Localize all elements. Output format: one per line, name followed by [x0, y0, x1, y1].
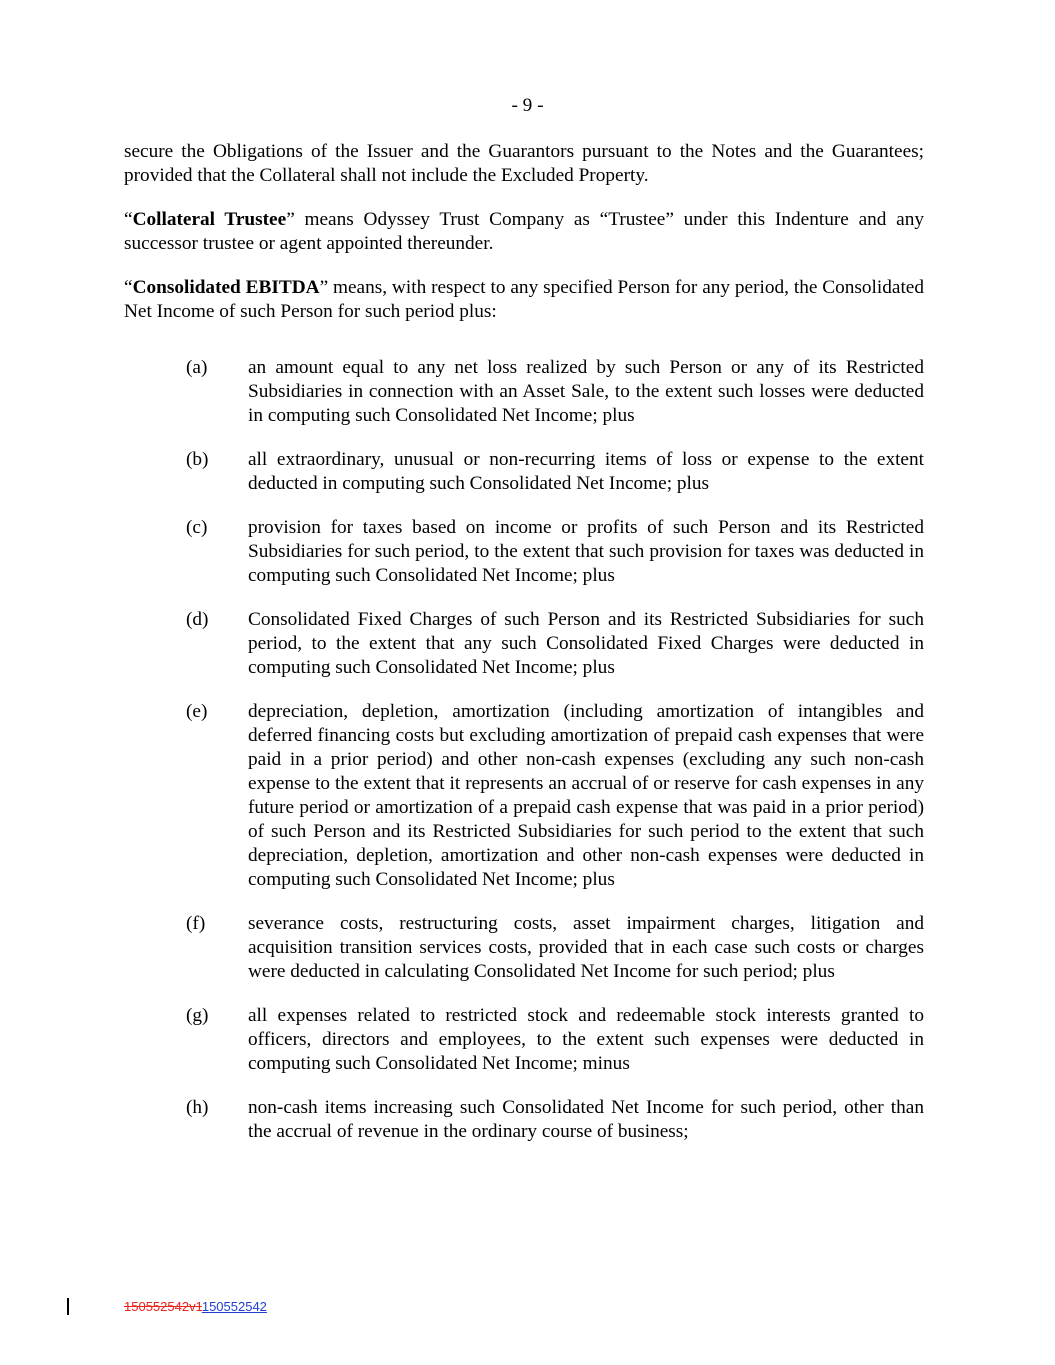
list-item-f	[124, 912, 924, 984]
item-text: non-cash items increasing such Consolidated Net Income for such period, other than the accrual of revenue in the ordinary course of business;	[248, 1097, 924, 1142]
list-item-b	[124, 448, 924, 496]
item-text: severance costs, restructuring costs, asset impairment charges, litigation and acquisition transition services costs, provided that in each case such costs or charges were deducted in calculating Consolidated Net Income for such period; plus	[248, 913, 924, 982]
definition-collateral-trustee	[124, 208, 924, 256]
item-text: depreciation, depletion, amortization (including amortization of intangibles and deferred financing costs but excluding amortization of prepaid cash expenses that were paid in a prior period) and other non-cash expenses (excluding any such non-cash expense to the extent that it represents an accrual of or reserve for cash expenses in any future period or amortization of a prepaid cash expense that was paid in a prior period) of such Person and its Restricted Subsidiaries for such period to the extent that such depreciation, depletion, amortization and other non-cash expenses were deducted in computing such Consolidated Net Income; plus	[248, 701, 924, 890]
paragraph-collateral-continued: secure the Obligations of the Issuer and the Guarantors pursuant to the Notes and the Guarantees; provided that the Collateral shall not include the Excluded Property.	[124, 141, 924, 186]
revision-change-bar	[67, 1298, 69, 1315]
item-label: (d)	[186, 609, 209, 630]
item-label: (f)	[186, 913, 206, 934]
item-text: provision for taxes based on income or profits of such Person and its Restricted Subsidiaries for such period, to the extent that such provision for taxes was deducted in computing such Consolidated Net Income; plus	[248, 517, 924, 586]
list-item-h	[124, 1096, 924, 1144]
deleted-document-id: 150552542v1	[124, 1299, 202, 1314]
list-item-e	[124, 700, 924, 892]
item-label: (e)	[186, 701, 208, 722]
item-text: all extraordinary, unusual or non-recurring items of loss or expense to the extent deducted in computing such Consolidated Net Income; plus	[248, 449, 924, 494]
list-item-g	[124, 1004, 924, 1076]
page-number: - 9 -	[511, 95, 544, 116]
item-label: (g)	[186, 1005, 209, 1026]
list-item-c	[124, 516, 924, 588]
definition-consolidated-ebitda	[124, 276, 924, 324]
inserted-document-id: 150552542	[201, 1299, 267, 1314]
document-id-footer	[124, 1299, 267, 1314]
item-label: (c)	[186, 517, 208, 538]
definition-text: ” means Odyssey Trust Company as “Trustee” under this Indenture and any successor trustee or agent appointed thereunder.	[124, 209, 925, 254]
item-label: (b)	[186, 449, 209, 470]
document-body	[124, 140, 924, 1164]
item-text: an amount equal to any net loss realized by such Person or any of its Restricted Subsidiaries in connection with an Asset Sale, to the extent such losses were deducted in computing such Consolidated Net Income; plus	[248, 357, 924, 426]
list-item-d	[124, 608, 924, 680]
open-quote: “	[124, 277, 133, 298]
item-label: (h)	[186, 1097, 209, 1118]
defined-term: Collateral Trustee	[132, 209, 287, 230]
list-item-a	[124, 356, 924, 428]
item-label: (a)	[186, 357, 208, 378]
item-text: all expenses related to restricted stock and redeemable stock interests granted to officers, directors and employees, to the extent such expenses were deducted in computing such Consolidated Net Income; minus	[248, 1005, 924, 1074]
item-text: Consolidated Fixed Charges of such Person and its Restricted Subsidiaries for such period, to the extent that any such Consolidated Fixed Charges were deducted in computing such Consolidated Net Income; plus	[248, 609, 924, 678]
definition-text: ” means, with respect to any specified Person for any period, the Consolidated Net Income of such Person for such period plus:	[124, 277, 925, 322]
defined-term: Consolidated EBITDA	[132, 277, 320, 298]
open-quote: “	[124, 209, 133, 230]
ebitda-items-list	[124, 356, 924, 1144]
